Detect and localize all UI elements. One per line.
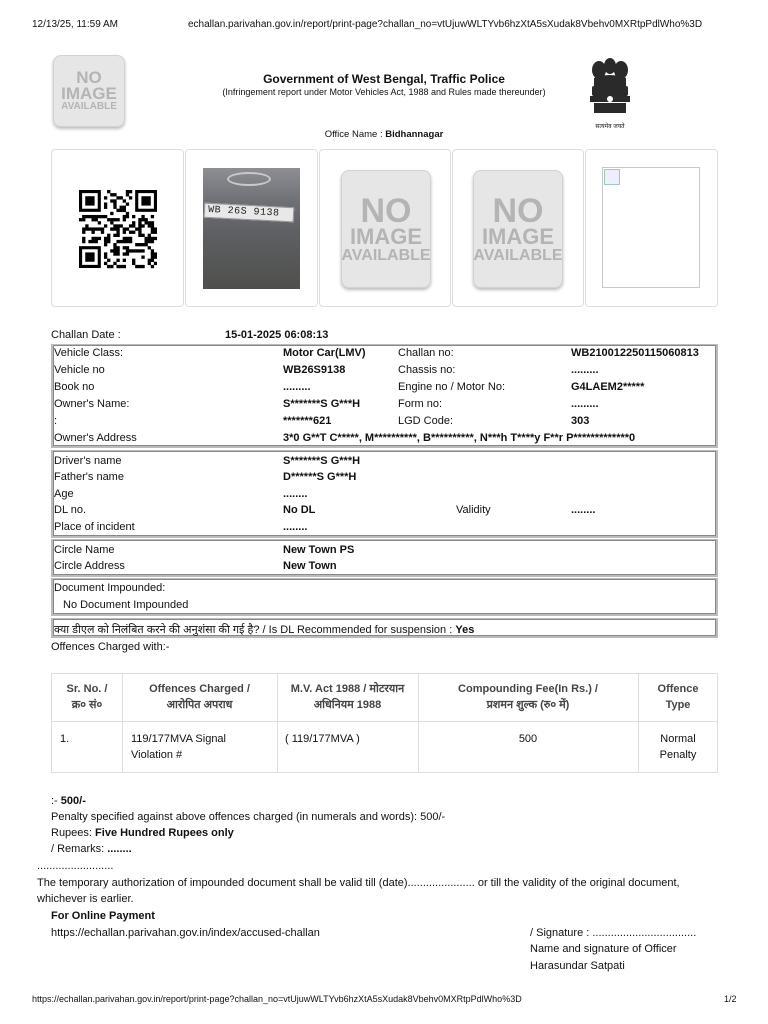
challan-no-label: Challan no: bbox=[398, 347, 454, 359]
document-impounded-label: Document Impounded: bbox=[54, 582, 166, 594]
age-label: Age bbox=[54, 488, 74, 500]
owner-address-value: 3*0 G**T C*****, M**********, B**********, N***h T****y F**r P*************0 bbox=[283, 432, 636, 444]
circle-address-value: New Town bbox=[283, 560, 337, 572]
owner-name-label: Owner's Name: bbox=[54, 398, 130, 410]
officer-name: Harasundar Satpati bbox=[530, 960, 625, 972]
circle-section bbox=[51, 539, 718, 577]
vehicle-class-label: Vehicle Class: bbox=[54, 347, 124, 359]
rupees-value: Five Hundred Rupees only bbox=[95, 827, 234, 839]
remarks-line bbox=[51, 843, 132, 855]
age-value: ........ bbox=[283, 488, 308, 500]
suspension-value: Yes bbox=[455, 624, 475, 636]
engine-no-value: G4LAEM2***** bbox=[571, 381, 645, 393]
remarks-value: ........ bbox=[107, 843, 132, 855]
logo-text-no: NO bbox=[76, 68, 102, 88]
number-plate: WB 26S 9138 bbox=[204, 203, 295, 223]
chassis-label: Chassis no: bbox=[398, 364, 456, 376]
challan-date-label: Challan Date : bbox=[51, 329, 121, 341]
office-label: Office Name : bbox=[324, 129, 383, 140]
father-name-value: D******S G***H bbox=[283, 471, 357, 483]
form-no-value: ......... bbox=[571, 398, 599, 410]
emblem-motto: सत्यमेव जयते bbox=[595, 124, 625, 130]
page-number: 1/2 bbox=[724, 994, 737, 1004]
car-badge-icon bbox=[227, 172, 271, 186]
logo-text-available: AVAILABLE bbox=[61, 101, 117, 113]
total-amount bbox=[51, 795, 86, 807]
engine-no-label: Engine no / Motor No: bbox=[398, 381, 506, 393]
place-of-incident-label: Place of incident bbox=[54, 521, 135, 533]
unlabeled-field-value: *******621 bbox=[283, 415, 332, 427]
broken-image-icon bbox=[604, 169, 620, 185]
father-name-label: Father's name bbox=[54, 471, 124, 483]
chassis-value: ......... bbox=[571, 364, 599, 376]
online-payment-label: For Online Payment bbox=[51, 910, 155, 922]
offences-charged-label: Offences Charged with:- bbox=[51, 641, 170, 653]
circle-name-label: Circle Name bbox=[54, 544, 115, 556]
circle-address-label: Circle Address bbox=[54, 560, 125, 572]
unlabeled-field-label: : bbox=[54, 415, 58, 427]
place-of-incident-value: ........ bbox=[283, 521, 308, 533]
logo-text-image: IMAGE bbox=[61, 84, 117, 104]
row-offence: 119/177MVA Signal Violation # bbox=[131, 733, 226, 761]
circle-name-value: New Town PS bbox=[283, 544, 355, 556]
remarks-label: / Remarks: bbox=[51, 843, 105, 855]
no-image-text-image: IMAGE bbox=[481, 224, 555, 250]
authorization-dots: ......................... bbox=[37, 860, 114, 872]
authorization-line-2: whichever is earlier. bbox=[37, 893, 134, 905]
dl-no-value: No DL bbox=[283, 504, 316, 516]
report-subtitle: (Infringement report under Motor Vehicles Act, 1988 and Rules made thereunder) bbox=[222, 87, 546, 97]
owner-name-value: S*******S G***H bbox=[283, 398, 361, 410]
signature-label: / Signature : .................................. bbox=[530, 927, 697, 939]
vehicle-class-value: Motor Car(LMV) bbox=[283, 347, 366, 359]
lgd-code-value: 303 bbox=[571, 415, 590, 427]
header-sr-no: Sr. No. / क्र० सं० bbox=[66, 683, 108, 711]
vehicle-photo bbox=[203, 168, 300, 289]
broken-image-frame bbox=[602, 167, 700, 288]
driver-name-value: S*******S G***H bbox=[283, 455, 361, 467]
office-value: Bidhannagar bbox=[385, 129, 444, 140]
print-url: echallan.parivahan.gov.in/report/print-page?challan_no=vtUjuwWLTYvb6hzXtA5sXudak8Vbehv0MXRtpPdlWho%3D bbox=[188, 19, 703, 30]
header-offence: Offences Charged / आरोपित अपराध bbox=[149, 683, 250, 711]
owner-address-label: Owner's Address bbox=[54, 432, 137, 444]
row-fee: 500 bbox=[518, 733, 538, 745]
rupees-label: Rupees: bbox=[51, 827, 92, 839]
challan-date-value: 15-01-2025 06:08:13 bbox=[225, 329, 329, 341]
officer-signature-caption: Name and signature of Officer bbox=[530, 943, 677, 955]
footer-url: https://echallan.parivahan.gov.in/report/print-page?challan_no=vtUjuwWLTYvb6hzXtA5sXudak8Vbehv0MXRtpPdlWho%3D bbox=[32, 994, 522, 1004]
penalty-line: Penalty specified against above offences charged (in numerals and words): 500/- bbox=[51, 811, 446, 823]
challan-no-value: WB210012250115060813 bbox=[571, 347, 699, 359]
no-image-text-image: IMAGE bbox=[349, 224, 423, 250]
document-impounded-value: No Document Impounded bbox=[63, 599, 189, 611]
driver-name-label: Driver's name bbox=[54, 455, 122, 467]
no-image-text-available: AVAILABLE bbox=[473, 247, 563, 264]
qr-code-icon bbox=[79, 180, 157, 278]
rupees-line bbox=[51, 827, 234, 839]
national-emblem-icon bbox=[584, 50, 636, 132]
row-type: Normal Penalty bbox=[659, 733, 697, 761]
authorization-line-1: The temporary authorization of impounded document shall be valid till (date)...................... or till the validity of the original document, bbox=[37, 877, 680, 889]
row-sr-no: 1. bbox=[60, 733, 70, 745]
total-value: 500/- bbox=[60, 795, 86, 807]
office-name bbox=[0, 129, 768, 140]
suspension-label: क्या डीएल को निलंबित करने की अनुशंसा की गई है? / Is DL Recommended for suspension : bbox=[54, 624, 453, 636]
header-offence-type: Offence Type bbox=[657, 683, 699, 711]
lgd-code-label: LGD Code: bbox=[398, 415, 454, 427]
no-image-text-available: AVAILABLE bbox=[341, 247, 431, 264]
validity-value: ........ bbox=[571, 504, 596, 516]
print-datetime: 12/13/25, 11:59 AM bbox=[32, 19, 118, 30]
validity-label: Validity bbox=[456, 504, 491, 516]
total-prefix: :- bbox=[51, 795, 58, 807]
driver-details-section bbox=[51, 450, 718, 538]
no-image-placeholder bbox=[341, 170, 431, 288]
report-title: Government of West Bengal, Traffic Police bbox=[263, 72, 505, 86]
vehicle-no-label: Vehicle no bbox=[54, 364, 105, 376]
header-mv-act: M.V. Act 1988 / मोटरयान अधिनियम 1988 bbox=[290, 683, 405, 711]
no-image-text-no: NO bbox=[360, 191, 412, 230]
suspension-row bbox=[54, 622, 474, 637]
book-no-label: Book no bbox=[54, 381, 95, 393]
header-fee: Compounding Fee(In Rs.) / प्रशमन शुल्क (रु० में) bbox=[458, 683, 598, 711]
vehicle-no-value: WB26S9138 bbox=[283, 364, 346, 376]
no-image-text-no: NO bbox=[492, 191, 544, 230]
book-no-value: ......... bbox=[283, 381, 311, 393]
dl-no-label: DL no. bbox=[54, 504, 87, 516]
online-payment-link[interactable]: https://echallan.parivahan.gov.in/index/accused-challan bbox=[51, 927, 320, 939]
form-no-label: Form no: bbox=[398, 398, 443, 410]
no-image-placeholder bbox=[473, 170, 563, 288]
row-act: ( 119/177MVA ) bbox=[285, 733, 360, 745]
